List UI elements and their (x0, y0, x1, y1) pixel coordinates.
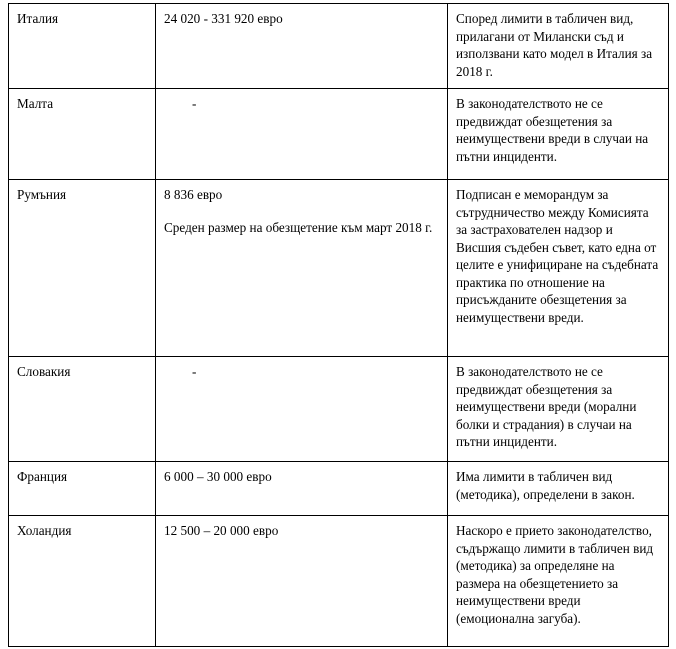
notes-text: Има лимити в табличен вид (методика), определени в закон. (456, 469, 635, 502)
table-row (9, 357, 669, 462)
table-row (9, 4, 669, 89)
amount-primary: 8 836 евро (164, 187, 223, 202)
table-row (9, 89, 669, 180)
amount-cell (156, 4, 448, 89)
amount-cell (156, 89, 448, 180)
amount-cell (156, 357, 448, 462)
amount-primary: 6 000 – 30 000 евро (164, 469, 272, 484)
country-cell (9, 462, 156, 516)
country-name: Холандия (17, 523, 72, 538)
country-cell (9, 89, 156, 180)
notes-text: Подписан е меморандум за сътрудничество между Комисията за застрахователен надзор и Висшия съдебен съвет, като една от целите е унифициране на съдебната практика по отношение на присъжданите обезщетения за неимуществени вреди. (456, 187, 659, 325)
notes-cell (448, 180, 669, 357)
notes-text: Наскоро е прието законодателство, съдържащо лимити в табличен вид (методика) за определяне на размера на обезщетението за неимуществени вреди (емоционална загуба). (456, 523, 654, 626)
amount-note: Среден размер на обезщетение към март 2018 г. (164, 219, 433, 235)
amount-cell (156, 462, 448, 516)
table-row (9, 180, 669, 357)
country-name: Малта (17, 96, 54, 111)
notes-cell (448, 516, 669, 647)
notes-text: В законодателството не се предвиждат обезщетения за неимуществени вреди (морални болки и страдания) в случаи на пътни инциденти. (456, 364, 637, 450)
country-cell (9, 4, 156, 89)
compensation-table (8, 3, 669, 647)
notes-text: В законодателството не се предвиждат обезщетения за неимуществени вреди в случаи на пътни инциденти. (456, 96, 649, 164)
amount-primary: - (192, 96, 197, 111)
country-name: Италия (17, 11, 59, 26)
country-name: Словакия (17, 364, 71, 379)
amount-cell (156, 180, 448, 357)
notes-cell (448, 89, 669, 180)
country-cell (9, 357, 156, 462)
notes-text: Според лимити в табличен вид, прилагани от Милански съд и използвани като модел в Италия за 2018 г. (456, 11, 653, 79)
amount-cell (156, 516, 448, 647)
table-body (9, 4, 669, 647)
table-row (9, 462, 669, 516)
notes-cell (448, 357, 669, 462)
country-cell (9, 180, 156, 357)
notes-cell (448, 462, 669, 516)
country-name: Франция (17, 469, 68, 484)
notes-cell (448, 4, 669, 89)
table-row (9, 516, 669, 647)
amount-primary: 12 500 – 20 000 евро (164, 523, 279, 538)
amount-primary: - (192, 364, 197, 379)
amount-primary: 24 020 - 331 920 евро (164, 11, 283, 26)
country-cell (9, 516, 156, 647)
country-name: Румъния (17, 187, 67, 202)
